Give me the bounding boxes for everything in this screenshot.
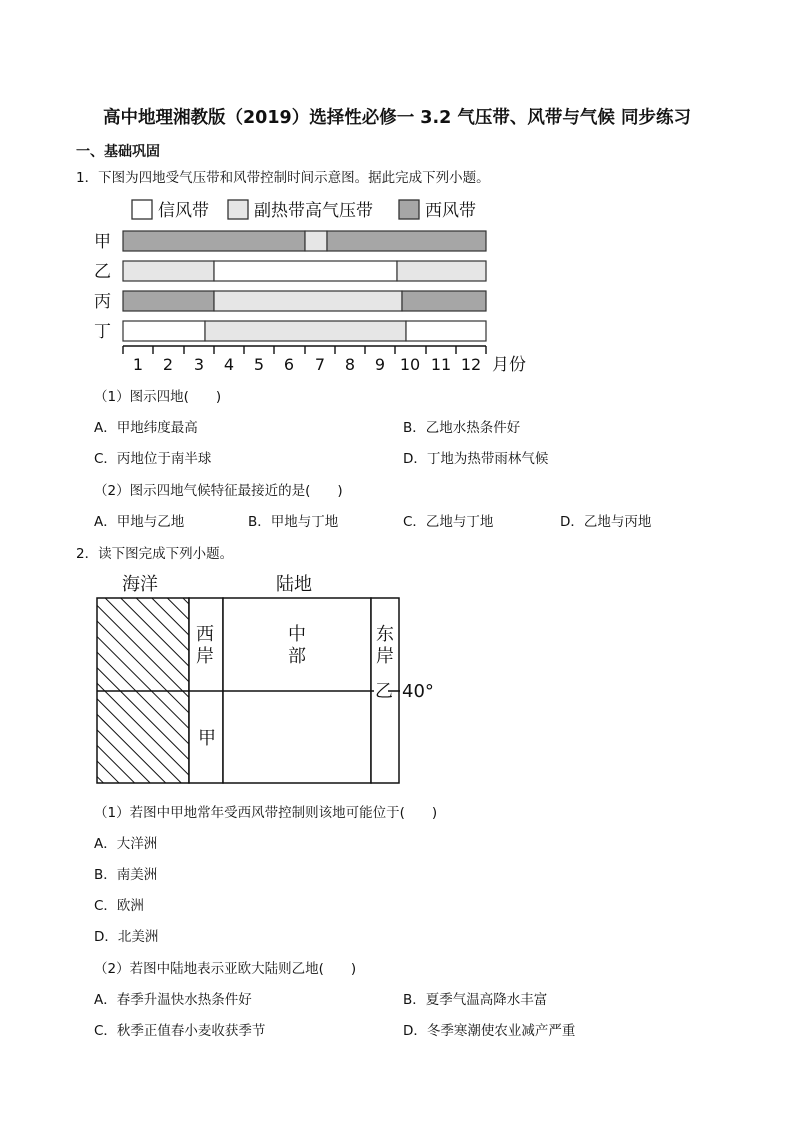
month-label: 7 xyxy=(314,355,326,374)
bar-row-ding xyxy=(123,321,486,341)
q1-sub1-stem: （1）图示四地( ) xyxy=(94,389,222,405)
legend-swatch-trade-wind xyxy=(132,200,152,219)
q2-sub2-option-d[interactable]: D．冬季寒潮使农业减产严重 xyxy=(403,1023,576,1039)
q2-sub2-option-a[interactable]: A．春季升温快水热条件好 xyxy=(94,992,252,1008)
month-label: 4 xyxy=(223,355,235,374)
legend-label-trade-wind: 信风带 xyxy=(158,201,209,221)
q1-sub1-option-a[interactable]: A．甲地纬度最高 xyxy=(94,420,198,436)
month-label: 8 xyxy=(344,355,356,374)
q1-sub2-option-a[interactable]: A．甲地与乙地 xyxy=(94,514,185,530)
ocean-label: 海洋 xyxy=(122,574,158,595)
q2-sub2-stem: （2）若图中陆地表示亚欧大陆则乙地( ) xyxy=(94,961,357,977)
section-heading: 一、基础巩固 xyxy=(76,144,160,160)
east-coast-label-1: 东 xyxy=(376,624,394,645)
month-axis xyxy=(123,346,486,354)
page-title: 高中地理湘教版（2019）选择性必修一 3.2 气压带、风带与气候 同步练习 xyxy=(103,108,691,128)
q2-continent-diagram xyxy=(90,568,450,790)
point-yi-label: 乙 xyxy=(375,681,393,702)
month-unit-label: 月份 xyxy=(492,355,526,375)
month-label: 11 xyxy=(430,355,452,374)
month-label: 3 xyxy=(193,355,205,374)
row-label-yi: 乙 xyxy=(94,262,111,282)
row-label-bing: 丙 xyxy=(94,292,111,312)
month-label: 1 xyxy=(132,355,144,374)
east-coast-label-2: 岸 xyxy=(376,646,394,667)
legend-swatch-westerlies xyxy=(399,200,419,219)
legend-swatch-subtropical-high xyxy=(228,200,248,219)
q2-sub2-option-b[interactable]: B．夏季气温高降水丰富 xyxy=(403,992,548,1008)
q2-sub2-option-c[interactable]: C．秋季正值春小麦收获季节 xyxy=(94,1023,266,1039)
q1-sub2-option-d[interactable]: D．乙地与丙地 xyxy=(560,514,652,530)
bar-row-yi xyxy=(123,261,486,281)
q1-sub2-stem: （2）图示四地气候特征最接近的是( ) xyxy=(94,483,343,499)
legend-label-subtropical-high: 副热带高气压带 xyxy=(254,201,373,221)
month-tick-labels xyxy=(133,355,481,374)
land-label: 陆地 xyxy=(276,574,312,595)
q1-sub1-option-d[interactable]: D．丁地为热带雨林气候 xyxy=(403,451,549,467)
q1-sub1-option-b[interactable]: B．乙地水热条件好 xyxy=(403,420,521,436)
q2-sub1-option-a[interactable]: A．大洋洲 xyxy=(94,836,158,852)
row-label-jia: 甲 xyxy=(94,232,111,252)
q2-stem: 2．读下图完成下列小题。 xyxy=(76,546,234,562)
month-label: 2 xyxy=(162,355,174,374)
q2-sub1-option-d[interactable]: D．北美洲 xyxy=(94,929,159,945)
bar-row-bing xyxy=(123,291,486,311)
q1-sub2-option-c[interactable]: C．乙地与丁地 xyxy=(403,514,494,530)
month-label: 9 xyxy=(374,355,386,374)
legend-label-westerlies: 西风带 xyxy=(425,201,476,221)
q1-stem: 1．下图为四地受气压带和风带控制时间示意图。据此完成下列小题。 xyxy=(76,170,490,186)
q1-pressure-wind-chart xyxy=(90,192,540,377)
q2-sub1-option-c[interactable]: C．欧洲 xyxy=(94,898,144,914)
month-label: 6 xyxy=(283,355,295,374)
q1-sub1-option-c[interactable]: C．丙地位于南半球 xyxy=(94,451,212,467)
west-coast-label-2: 岸 xyxy=(196,646,214,667)
central-label-2: 部 xyxy=(288,646,306,667)
q2-sub1-option-b[interactable]: B．南美洲 xyxy=(94,867,158,883)
row-label-ding: 丁 xyxy=(94,322,111,342)
q2-sub1-stem: （1）若图中甲地常年受西风带控制则该地可能位于( ) xyxy=(94,805,438,821)
west-coast-label-1: 西 xyxy=(196,624,214,645)
month-label: 10 xyxy=(399,355,421,374)
bar-row-jia xyxy=(123,231,486,251)
central-label-1: 中 xyxy=(288,624,306,645)
q1-sub2-option-b[interactable]: B．甲地与丁地 xyxy=(248,514,339,530)
month-label: 5 xyxy=(253,355,265,374)
point-jia-label: 甲 xyxy=(198,728,216,749)
latitude-label: 40° xyxy=(402,681,434,702)
month-label: 12 xyxy=(460,355,482,374)
